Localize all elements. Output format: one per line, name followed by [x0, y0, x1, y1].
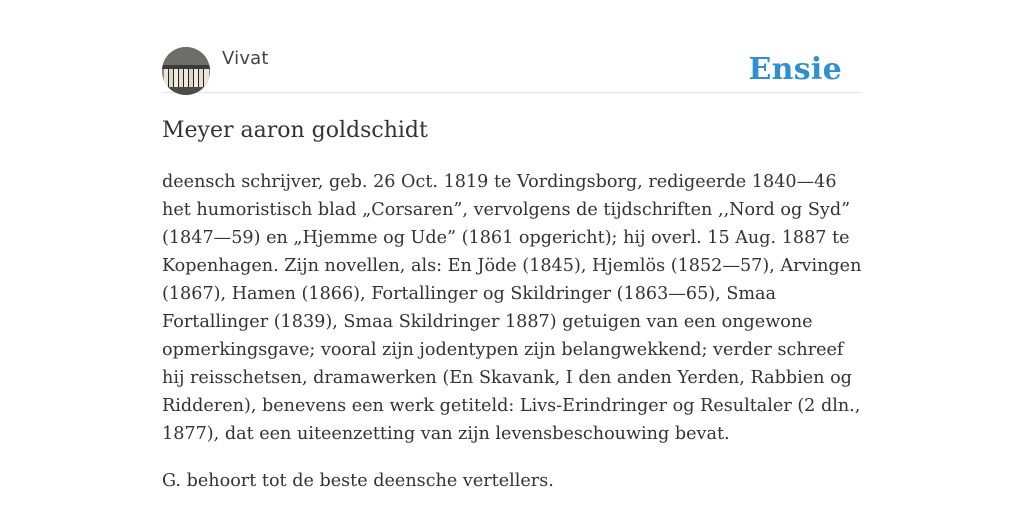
page-title: Meyer aaron goldschidt [162, 118, 428, 143]
brand-logo[interactable]: Ensie [748, 52, 842, 87]
header [162, 46, 862, 93]
source-avatar-icon[interactable] [162, 47, 210, 95]
article-closing: G. behoort tot de beste deensche vertellers. [162, 471, 554, 491]
article-body: deensch schrijver, geb. 26 Oct. 1819 te Vordingsborg, redigeerde 1840—46 het humoristisch blad „Corsaren”, vervolgens de tijdschriften ,,Nord og Syd” (1847—59) en „Hjemme og Ude” (1861 opgericht); hij overl. 15 Aug. 1887 te Kopenhagen. Zijn novellen, als: En Jöde (1845), Hjemlös (1852—57), Arvingen (1867), Hamen (1866), Fortallinger og Skildringer (1863—65), Smaa Fortallinger (1839), Smaa Skildringer 1887) getuigen van een ongewone opmerkingsgave; vooral zijn jodentypen zijn belangwekkend; verder schreef hij reisschetsen, dramawerken (En Skavank, I den anden Yerden, Rabbien og Ridderen), benevens een werk getiteld: Livs-Erindringer og Resultaler (2 dln., 1877), dat een uiteenzetting van zijn levensbeschouwing bevat. [162, 172, 862, 444]
book-spines-avatar-graphic [162, 47, 210, 95]
source-name-link[interactable]: Vivat [222, 48, 269, 69]
